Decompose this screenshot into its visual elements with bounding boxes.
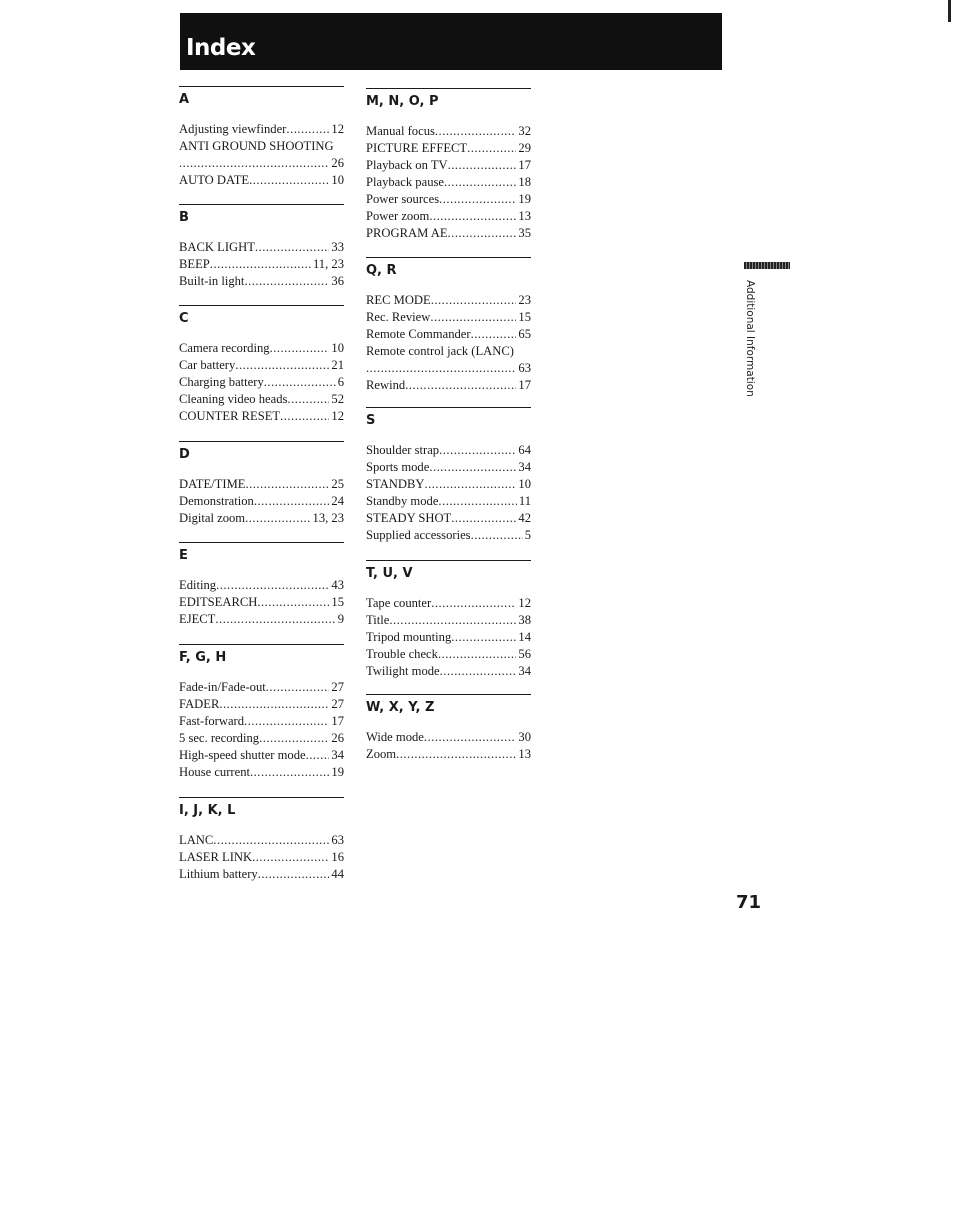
index-entry: [366, 140, 531, 157]
index-entry: [366, 612, 531, 629]
entry-page: 33: [331, 240, 344, 254]
dot-leader: [471, 527, 523, 544]
index-entry: [179, 577, 344, 594]
section-rule: [179, 441, 344, 442]
entry-page: 34: [518, 664, 531, 678]
entry-term: 5 sec. recording: [179, 731, 260, 745]
dot-leader: [405, 377, 516, 394]
dot-leader: [471, 326, 517, 343]
entry-page: 17: [331, 714, 344, 728]
entry-page: 29: [518, 141, 531, 155]
dot-leader: [258, 866, 330, 883]
index-entry: [179, 493, 344, 510]
dot-leader: [255, 239, 329, 256]
section-tab-marker: [744, 262, 790, 269]
index-entry: [366, 225, 531, 242]
entry-page: 10: [331, 341, 344, 355]
entry-page: 12: [331, 409, 344, 423]
side-section-label: Additional Information: [744, 280, 756, 397]
dot-leader: [448, 157, 517, 174]
entry-term: Trouble check: [366, 647, 438, 661]
dot-leader: [259, 730, 329, 747]
dot-leader: [451, 629, 516, 646]
entry-term: FADER: [179, 697, 220, 711]
entry-page: 43: [331, 578, 344, 592]
section-rule: [179, 797, 344, 798]
index-entry: [366, 377, 531, 394]
entry-page: 64: [518, 443, 531, 457]
dot-leader: [250, 764, 329, 781]
index-section: [179, 441, 344, 527]
entry-page: 10: [518, 477, 531, 491]
dot-leader: [440, 663, 517, 680]
dot-leader: [439, 191, 516, 208]
dot-leader: [438, 493, 516, 510]
entry-page: 11, 23: [312, 257, 344, 271]
index-entry: [179, 357, 344, 374]
dot-leader: [249, 172, 329, 189]
dot-leader: [219, 696, 329, 713]
dot-leader: [287, 391, 329, 408]
entry-term: Standby mode: [366, 494, 439, 508]
entry-term: Playback on TV: [366, 158, 448, 172]
entry-term: Shoulder strap: [366, 443, 440, 457]
section-heading: D: [179, 447, 190, 462]
entry-page: 12: [518, 596, 531, 610]
section-rule: [179, 86, 344, 87]
dot-leader: [244, 273, 329, 290]
index-entry: [366, 191, 531, 208]
entry-term: Zoom: [366, 747, 397, 761]
entry-page: 23: [518, 293, 531, 307]
dot-leader: [438, 646, 516, 663]
entry-term: ANTI GROUND SHOOTING: [179, 139, 334, 153]
entry-page: 44: [331, 867, 344, 881]
index-entry: [366, 123, 531, 140]
entry-term: Cleaning video heads: [179, 392, 288, 406]
entry-term: Digital zoom: [179, 511, 246, 525]
index-entry: [366, 629, 531, 646]
index-entry: [179, 764, 344, 781]
entry-term: Rec. Review: [366, 310, 431, 324]
entry-page: 65: [518, 327, 531, 341]
index-entry: [366, 343, 531, 360]
entry-page: 34: [518, 460, 531, 474]
index-section: [179, 305, 344, 425]
index-section: [179, 542, 344, 628]
index-section: [366, 560, 531, 680]
entry-term: Rewind: [366, 378, 406, 392]
index-entry: [179, 510, 344, 527]
entry-page: 9: [337, 612, 344, 626]
index-section: [179, 644, 344, 781]
dot-leader: [430, 309, 516, 326]
index-entry: [179, 696, 344, 713]
dot-leader: [448, 225, 517, 242]
entry-term: Fast-forward: [179, 714, 245, 728]
entry-page: 30: [518, 730, 531, 744]
entry-page: 26: [331, 156, 344, 170]
index-section: [366, 88, 531, 242]
entry-page: 35: [518, 226, 531, 240]
section-rule: [366, 257, 531, 258]
index-entry: [179, 713, 344, 730]
entry-term: Playback pause: [366, 175, 444, 189]
page-edge-mark: [948, 0, 951, 22]
section-heading: F, G, H: [179, 650, 227, 665]
dot-leader: [286, 121, 329, 138]
entry-term: BEEP: [179, 257, 210, 271]
dot-leader: [280, 408, 329, 425]
entry-page: 5: [524, 528, 531, 542]
entry-page: 24: [331, 494, 344, 508]
page-title: Index: [186, 35, 256, 61]
dot-leader: [424, 729, 517, 746]
entry-page: 25: [331, 477, 344, 491]
entry-page: 13, 23: [312, 511, 344, 525]
dot-leader: [429, 459, 516, 476]
index-entry: [179, 476, 344, 493]
dot-leader: [431, 292, 517, 309]
entry-term: Supplied accessories: [366, 528, 471, 542]
entry-term: LANC: [179, 833, 214, 847]
entry-page: 26: [331, 731, 344, 745]
entry-page: 11: [518, 494, 531, 508]
entry-term: STEADY SHOT: [366, 511, 452, 525]
entry-term: Remote Commander: [366, 327, 471, 341]
entry-page: 56: [518, 647, 531, 661]
section-rule: [179, 204, 344, 205]
section-rule: [179, 644, 344, 645]
section-rule: [366, 560, 531, 561]
index-entry: [179, 239, 344, 256]
index-entry: [179, 408, 344, 425]
section-rule: [366, 88, 531, 89]
entry-term: Car battery: [179, 358, 236, 372]
dot-leader: [389, 612, 516, 629]
entry-page: 19: [518, 192, 531, 206]
entry-term: PICTURE EFFECT: [366, 141, 468, 155]
index-entry: [366, 360, 531, 377]
index-section: [366, 407, 531, 544]
dot-leader: [467, 140, 516, 157]
index-entry: [179, 611, 344, 628]
dot-leader: [429, 208, 516, 225]
entry-term: COUNTER RESET: [179, 409, 281, 423]
entry-term: Editing: [179, 578, 217, 592]
entry-page: 13: [518, 747, 531, 761]
index-entry: [179, 374, 344, 391]
index-entry: [366, 646, 531, 663]
entry-term: Twilight mode: [366, 664, 440, 678]
entry-page: 21: [331, 358, 344, 372]
entry-term: AUTO DATE: [179, 173, 250, 187]
index-entry: [366, 510, 531, 527]
entry-page: 17: [518, 378, 531, 392]
entry-term: REC MODE: [366, 293, 431, 307]
entry-term: Title: [366, 613, 390, 627]
dot-leader: [210, 256, 311, 273]
index-entry: [366, 442, 531, 459]
entry-term: Wide mode: [366, 730, 424, 744]
entry-page: 17: [518, 158, 531, 172]
entry-page: 63: [518, 361, 531, 375]
entry-term: LASER LINK: [179, 850, 253, 864]
entry-page: 63: [331, 833, 344, 847]
index-section: [179, 204, 344, 290]
entry-page: 52: [331, 392, 344, 406]
entry-term: High-speed shutter mode: [179, 748, 306, 762]
section-heading: T, U, V: [366, 566, 413, 581]
entry-page: 27: [331, 680, 344, 694]
section-heading: W, X, Y, Z: [366, 700, 435, 715]
entry-term: BACK LIGHT: [179, 240, 255, 254]
index-section: [366, 257, 531, 394]
index-entry: [366, 292, 531, 309]
index-entry: [366, 476, 531, 493]
index-section: [366, 694, 531, 763]
entry-page: 15: [518, 310, 531, 324]
entry-term: EJECT: [179, 612, 216, 626]
title-bar: [180, 13, 722, 70]
index-entry: [366, 663, 531, 680]
dot-leader: [396, 746, 516, 763]
page-number: 71: [736, 892, 762, 913]
entry-term: EDITSEARCH: [179, 595, 258, 609]
entry-page: 6: [337, 375, 344, 389]
entry-page: 34: [331, 748, 344, 762]
index-entry: [366, 493, 531, 510]
index-entry: [179, 273, 344, 290]
dot-leader: [444, 174, 516, 191]
entry-page: 14: [518, 630, 531, 644]
dot-leader: [244, 713, 329, 730]
index-section: [179, 797, 344, 883]
index-section: [179, 86, 344, 189]
dot-leader: [245, 510, 310, 527]
entry-page: 38: [518, 613, 531, 627]
entry-term: Power zoom: [366, 209, 430, 223]
index-entry: [366, 174, 531, 191]
dot-leader: [266, 679, 330, 696]
entry-term: STANDBY: [366, 477, 425, 491]
index-entry: [366, 326, 531, 343]
index-entry: [366, 459, 531, 476]
index-entry: [179, 832, 344, 849]
index-entry: [366, 157, 531, 174]
dot-leader: [216, 577, 329, 594]
section-heading: E: [179, 548, 188, 563]
section-heading: I, J, K, L: [179, 803, 236, 818]
entry-page: 18: [518, 175, 531, 189]
index-entry: [179, 849, 344, 866]
dot-leader: [257, 594, 329, 611]
entry-term: House current: [179, 765, 250, 779]
index-entry: [179, 155, 344, 172]
dot-leader: [213, 832, 329, 849]
index-entry: [366, 746, 531, 763]
index-entry: [179, 391, 344, 408]
entry-term: Lithium battery: [179, 867, 258, 881]
section-heading: Q, R: [366, 263, 397, 278]
section-rule: [179, 542, 344, 543]
entry-page: 12: [331, 122, 344, 136]
dot-leader: [424, 476, 516, 493]
section-rule: [179, 305, 344, 306]
dot-leader: [235, 357, 329, 374]
entry-term: Camera recording: [179, 341, 270, 355]
entry-page: 36: [331, 274, 344, 288]
dot-leader: [270, 340, 330, 357]
entry-term: Remote control jack (LANC): [366, 344, 514, 358]
entry-term: Tape counter: [366, 596, 432, 610]
entry-page: 15: [331, 595, 344, 609]
dot-leader: [439, 442, 516, 459]
entry-term: Sports mode: [366, 460, 430, 474]
index-entry: [179, 121, 344, 138]
index-entry: [179, 594, 344, 611]
dot-leader: [264, 374, 336, 391]
section-heading: S: [366, 413, 376, 428]
entry-term: Power sources: [366, 192, 440, 206]
index-entry: [366, 309, 531, 326]
dot-leader: [215, 611, 335, 628]
dot-leader: [252, 849, 329, 866]
entry-term: DATE/TIME: [179, 477, 246, 491]
entry-page: 27: [331, 697, 344, 711]
entry-term: Demonstration: [179, 494, 254, 508]
entry-page: 16: [331, 850, 344, 864]
entry-term: Manual focus: [366, 124, 435, 138]
entry-term: Tripod mounting: [366, 630, 452, 644]
entry-term: Charging battery: [179, 375, 264, 389]
dot-leader: [451, 510, 516, 527]
index-entry: [179, 866, 344, 883]
entry-term: Adjusting viewfinder: [179, 122, 287, 136]
index-entry: [179, 256, 344, 273]
index-entry: [366, 729, 531, 746]
index-entry: [366, 595, 531, 612]
entry-term: Built-in light: [179, 274, 245, 288]
dot-leader: [245, 476, 329, 493]
index-entry: [179, 679, 344, 696]
index-entry: [179, 340, 344, 357]
dot-leader: [366, 360, 516, 377]
index-entry: [366, 208, 531, 225]
entry-page: 10: [331, 173, 344, 187]
section-rule: [366, 694, 531, 695]
dot-leader: [254, 493, 330, 510]
index-entry: [179, 730, 344, 747]
index-entry: [179, 747, 344, 764]
dot-leader: [306, 747, 330, 764]
entry-term: Fade-in/Fade-out: [179, 680, 266, 694]
dot-leader: [179, 155, 329, 172]
section-heading: A: [179, 92, 190, 107]
dot-leader: [431, 595, 516, 612]
dot-leader: [435, 123, 517, 140]
section-heading: B: [179, 210, 189, 225]
entry-page: 19: [331, 765, 344, 779]
entry-page: 32: [518, 124, 531, 138]
section-heading: M, N, O, P: [366, 94, 439, 109]
index-entry: [366, 527, 531, 544]
entry-page: 13: [518, 209, 531, 223]
entry-page: 42: [518, 511, 531, 525]
section-rule: [366, 407, 531, 408]
entry-term: PROGRAM AE: [366, 226, 448, 240]
index-entry: [179, 138, 344, 155]
section-heading: C: [179, 311, 189, 326]
index-entry: [179, 172, 344, 189]
